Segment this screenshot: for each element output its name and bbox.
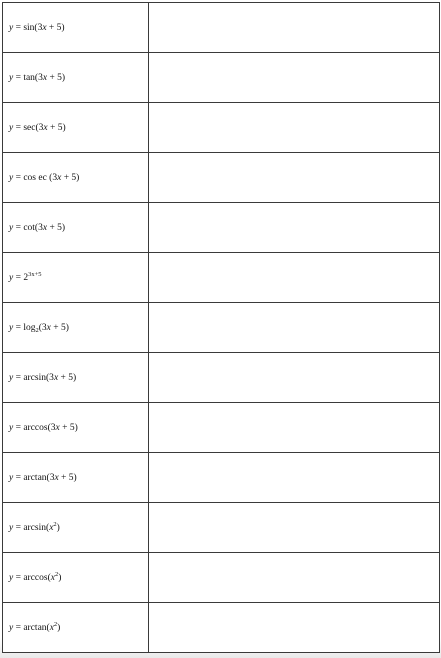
equation-text: + 5) — [46, 22, 65, 33]
equals-sign: = — [13, 622, 24, 633]
equation — [9, 223, 65, 233]
equation-subscript: 2 — [35, 326, 39, 334]
equation-text: ) — [58, 572, 62, 583]
equation-text: + 5) — [47, 122, 66, 133]
equation-cell — [3, 103, 149, 153]
equation-variable-y: y — [9, 172, 14, 183]
equation-cell — [3, 203, 149, 253]
equation — [9, 570, 62, 583]
equation-variable: x — [46, 322, 51, 333]
table-row — [3, 503, 440, 553]
equation-variable: x — [49, 522, 54, 533]
equation — [9, 373, 76, 383]
equation-cell — [3, 453, 149, 503]
equals-sign: = — [13, 272, 24, 283]
table-row — [3, 303, 440, 353]
equation-variable: x — [55, 422, 60, 433]
equals-sign: = — [13, 572, 24, 583]
table-row — [3, 403, 440, 453]
table-row — [3, 153, 440, 203]
answer-cell — [149, 353, 440, 403]
equation-text: + 5) — [50, 322, 69, 333]
equation-superscript: 2 — [53, 520, 57, 528]
equation-variable: x — [54, 472, 59, 483]
equation-text: + 5) — [58, 372, 77, 383]
equation — [9, 423, 78, 433]
equation — [9, 520, 60, 533]
equation-text: sin(3 — [23, 22, 43, 33]
equals-sign: = — [13, 522, 24, 533]
equals-sign: = — [13, 472, 24, 483]
equation-text: + 5) — [47, 222, 66, 233]
table-row — [3, 203, 440, 253]
equation-text: arcsin(3 — [23, 372, 54, 383]
equation-superscript: 2 — [53, 620, 58, 628]
table-body — [3, 3, 440, 653]
answer-cell — [149, 403, 440, 453]
equation-variable: x — [49, 622, 54, 633]
equation-variable-y: y — [9, 572, 14, 583]
equation-variable: x — [43, 122, 48, 133]
table-row — [3, 353, 440, 403]
equation — [9, 173, 79, 183]
equation-variable: x — [42, 222, 48, 233]
equation-cell — [3, 603, 149, 653]
table-row — [3, 3, 440, 53]
equals-sign: = — [13, 122, 24, 133]
answer-cell — [149, 453, 440, 503]
equation-variable: x — [53, 372, 59, 383]
answer-cell — [149, 153, 440, 203]
equation — [9, 23, 65, 33]
equation-text: + 5) — [59, 422, 78, 433]
equation-variable: x — [42, 22, 47, 33]
table-row — [3, 103, 440, 153]
equation-text: arccos(3 — [23, 422, 56, 433]
table-row — [3, 453, 440, 503]
equation-variable-y: y — [9, 422, 14, 433]
equation-text: 2 — [23, 272, 29, 283]
equals-sign: = — [13, 72, 24, 83]
equation-text: + 5) — [47, 72, 66, 83]
equation-text: + 5) — [61, 172, 80, 183]
equation-text: tan(3 — [23, 72, 43, 83]
equation-text: arcsin( — [23, 522, 50, 533]
equation-text: ) — [57, 622, 61, 633]
equation-variable-y: y — [9, 222, 14, 233]
equation-text: arctan( — [23, 622, 50, 633]
answer-cell — [149, 103, 440, 153]
answer-cell — [149, 503, 440, 553]
equation — [9, 620, 61, 633]
equation-cell — [3, 303, 149, 353]
equation-text: arctan(3 — [23, 472, 55, 483]
equation-text: (3 — [38, 322, 47, 333]
equation-text: arccos( — [23, 572, 51, 583]
equation-text: log — [23, 322, 36, 333]
equation-variable-y: y — [9, 522, 14, 533]
equation — [9, 473, 77, 483]
equation-cell — [3, 503, 149, 553]
equals-sign: = — [13, 172, 24, 183]
equation — [9, 323, 69, 333]
equation-variable-y: y — [9, 472, 14, 483]
equation-cell — [3, 403, 149, 453]
equation-cell — [3, 253, 149, 303]
equation-superscript: 3x+5 — [28, 270, 42, 278]
answer-cell — [149, 553, 440, 603]
exercise-table — [2, 2, 440, 653]
equation-variable: x — [42, 72, 48, 83]
equation-variable-y: y — [9, 122, 14, 133]
answer-cell — [149, 53, 440, 103]
equation — [9, 73, 65, 83]
answer-cell — [149, 303, 440, 353]
equals-sign: = — [13, 222, 24, 233]
equation-text: ) — [56, 522, 60, 533]
table-row — [3, 553, 440, 603]
equation-cell — [3, 153, 149, 203]
equation-variable-y: y — [9, 322, 14, 333]
table-row — [3, 603, 440, 653]
equation-text: cos ec (3 — [23, 172, 58, 183]
equals-sign: = — [13, 422, 24, 433]
equals-sign: = — [13, 322, 24, 333]
equation-cell — [3, 3, 149, 53]
equation — [9, 123, 66, 133]
table-row — [3, 53, 440, 103]
equation — [9, 270, 42, 283]
equation-text: sec(3 — [23, 122, 44, 133]
equation-variable-y: y — [9, 372, 14, 383]
answer-cell — [149, 603, 440, 653]
equals-sign: = — [13, 372, 24, 383]
equals-sign: = — [13, 22, 24, 33]
equation-superscript: 2 — [54, 570, 59, 578]
equation-variable: x — [57, 172, 62, 183]
equation-cell — [3, 553, 149, 603]
equation-text: cot(3 — [23, 222, 43, 233]
answer-cell — [149, 253, 440, 303]
equation-cell — [3, 353, 149, 403]
answer-cell — [149, 3, 440, 53]
table-row — [3, 253, 440, 303]
equation-cell — [3, 53, 149, 103]
equation-variable-y: y — [9, 22, 14, 33]
equation-variable-y: y — [9, 72, 14, 83]
answer-cell — [149, 203, 440, 253]
equation-variable: x — [50, 572, 55, 583]
equation-variable-y: y — [9, 272, 14, 283]
equation-variable-y: y — [9, 622, 14, 633]
equation-text: + 5) — [58, 472, 77, 483]
